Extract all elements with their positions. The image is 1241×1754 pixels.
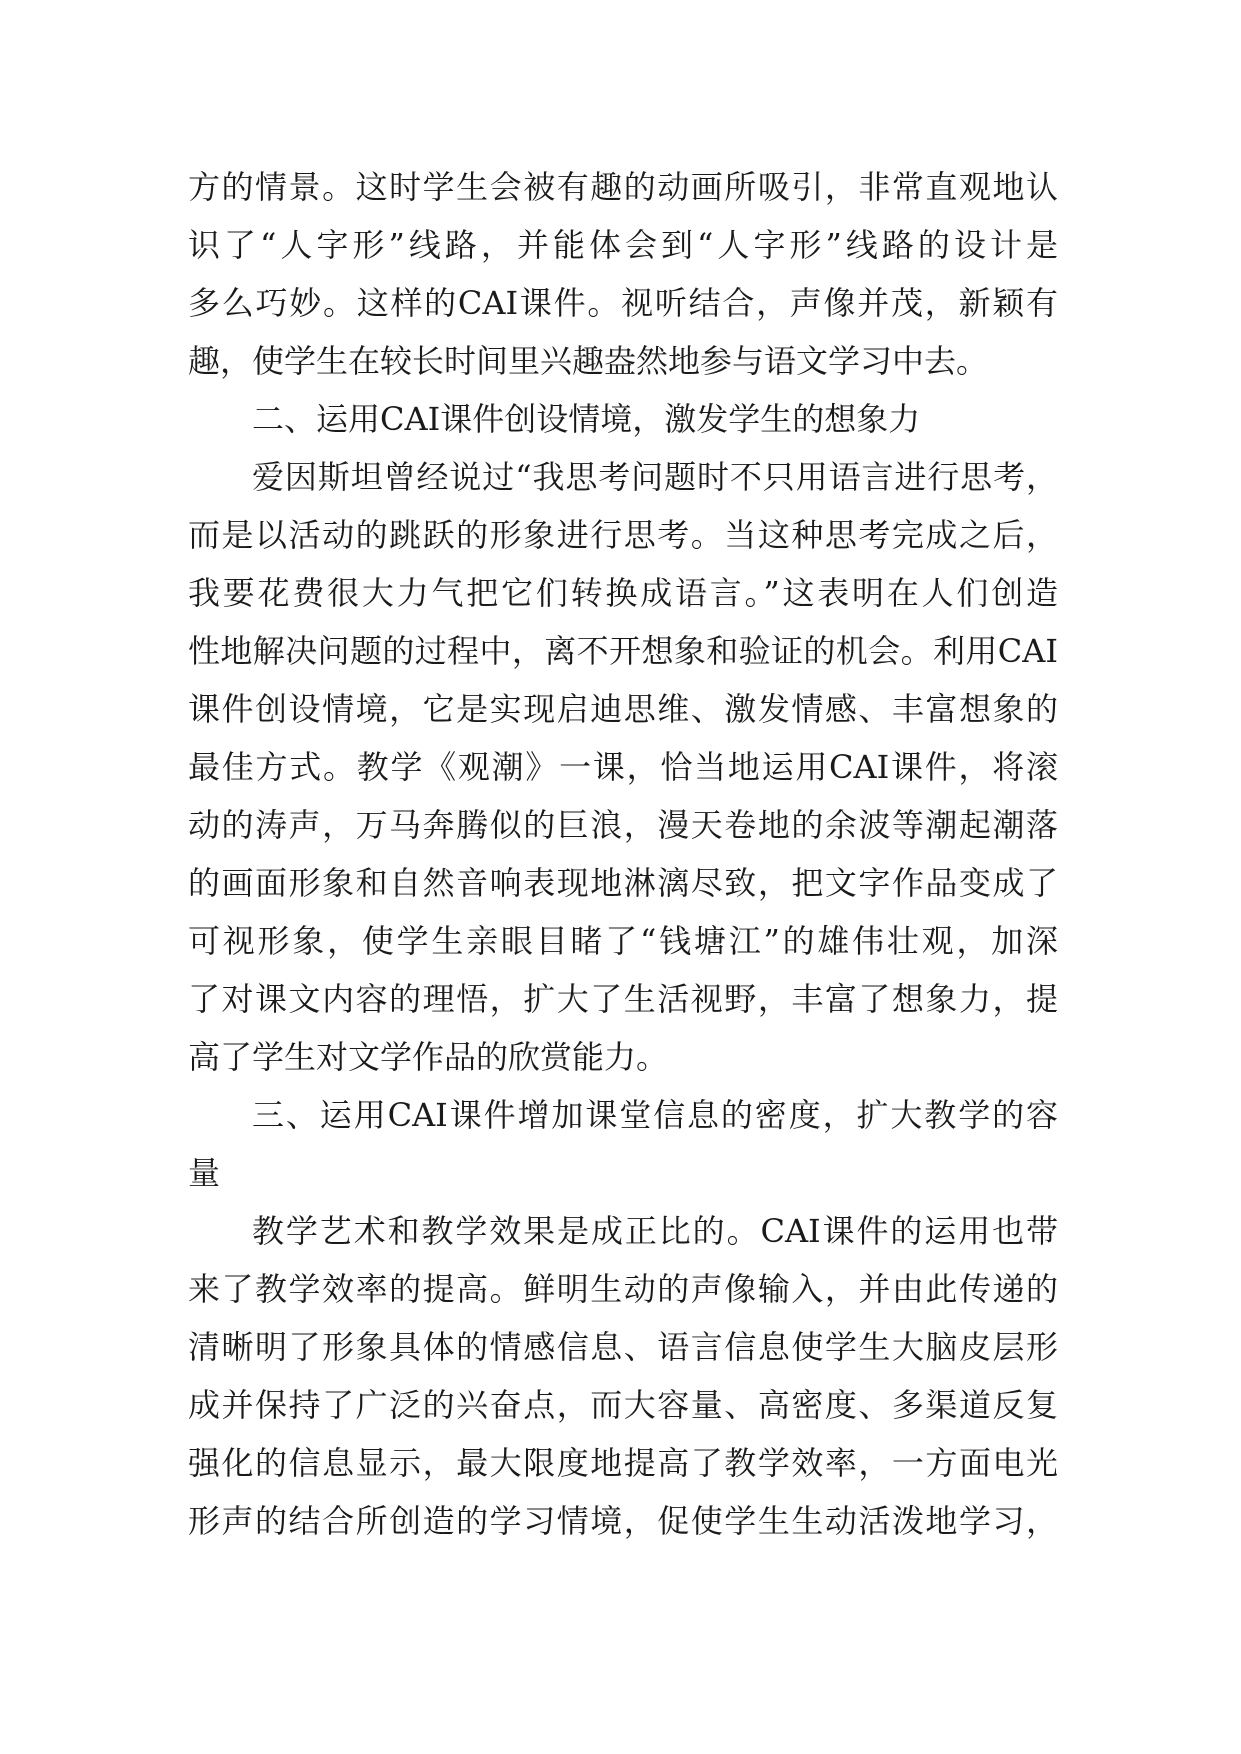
text-line: 方的情景。这时学生会被有趣的动画所吸引，非常直观地认 — [188, 168, 1058, 206]
text-line: 识了“人字形”线路，并能体会到“人字形”线路的设计是 — [188, 226, 1058, 264]
text-line: 最佳方式。教学《观潮》一课，恰当地运用CAI课件，将滚 — [188, 748, 1058, 786]
text-line: 的画面形象和自然音响表现地淋漓尽致，把文字作品变成了 — [188, 864, 1058, 902]
text-line: 可视形象，使学生亲眼目睹了“钱塘江”的雄伟壮观，加深 — [188, 922, 1058, 960]
text-line: 高了学生对文学作品的欣赏能力。 — [188, 1038, 669, 1076]
text-line: 形声的结合所创造的学习情境，促使学生生动活泼地学习， — [188, 1502, 1058, 1540]
text-line: 二、运用CAI课件创设情境，激发学生的想象力 — [252, 400, 921, 438]
text-line: 课件创设情境，它是实现启迪思维、激发情感、丰富想象的 — [188, 690, 1058, 728]
text-line: 爱因斯坦曾经说过“我思考问题时不只用语言进行思考， — [252, 458, 1058, 496]
text-line: 教学艺术和教学效果是成正比的。CAI课件的运用也带 — [252, 1212, 1058, 1250]
text-line: 三、运用CAI课件增加课堂信息的密度，扩大教学的容 — [252, 1096, 1058, 1134]
text-line: 趣，使学生在较长时间里兴趣盎然地参与语文学习中去。 — [188, 342, 989, 380]
text-line: 了对课文内容的理悟，扩大了生活视野，丰富了想象力，提 — [188, 980, 1058, 1018]
document-body — [188, 158, 1058, 1550]
text-line: 多么巧妙。这样的CAI课件。视听结合，声像并茂，新颖有 — [188, 284, 1058, 322]
text-line: 我要花费很大力气把它们转换成语言。”这表明在人们创造 — [188, 574, 1058, 612]
text-line: 清晰明了形象具体的情感信息、语言信息使学生大脑皮层形 — [188, 1328, 1058, 1366]
text-line: 量 — [188, 1154, 221, 1192]
text-line: 性地解决问题的过程中，离不开想象和验证的机会。利用CAI — [188, 632, 1058, 670]
text-line: 成并保持了广泛的兴奋点，而大容量、高密度、多渠道反复 — [188, 1386, 1058, 1424]
text-line: 强化的信息显示，最大限度地提高了教学效率，一方面电光 — [188, 1444, 1058, 1482]
text-line: 动的涛声，万马奔腾似的巨浪，漫天卷地的余波等潮起潮落 — [188, 806, 1058, 844]
text-line: 来了教学效率的提高。鲜明生动的声像输入，并由此传递的 — [188, 1270, 1058, 1308]
text-line: 而是以活动的跳跃的形象进行思考。当这种思考完成之后， — [188, 516, 1058, 554]
